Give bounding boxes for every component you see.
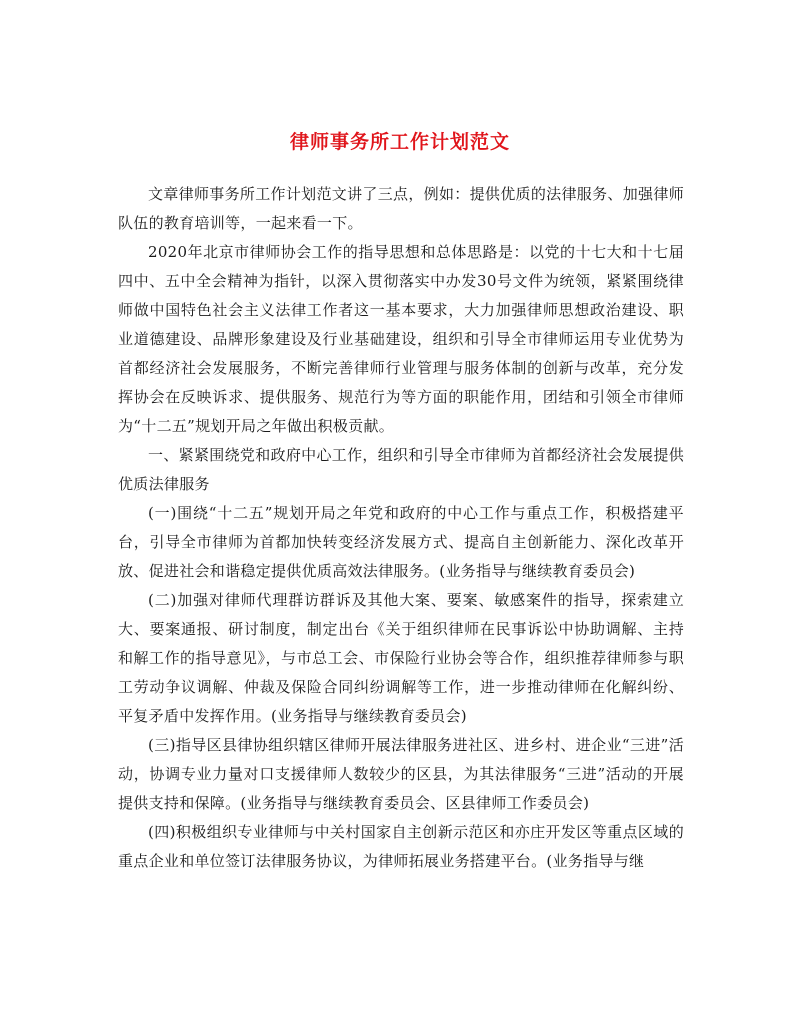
guiding-thought-paragraph: 2020年北京市律师协会工作的指导思想和总体思路是：以党的十七大和十七届四中、五中全会精神为指针，以深入贯彻落实中办发30号文件为统领，紧紧围绕律师做中国特色社会主义法律工作者这一基本要求，大力加强律师思想政治建设、职业道德建设、品牌形象建设及行业基础建设，组织和引导全市律师运用专业优势为首都经济社会发展服务，不断完善律师行业管理与服务体制的创新与改革，充分发挥协会在反映诉求、提供服务、规范行为等方面的职能作用，团结和引领全市律师为“十二五”规划开局之年做出积极贡献。 xyxy=(118,243,684,435)
list-item-4: (四)积极组织专业律师与中关村国家自主创新示范区和亦庄开发区等重点区域的重点企业和单位签订法律服务协议，为律师拓展业务搭建平台。(业务指导与继 xyxy=(118,823,684,870)
list-item-2: (二)加强对律师代理群访群诉及其他大案、要案、敏感案件的指导，探索建立大、要案通报、研讨制度，制定出台《关于组织律师在民事诉讼中协助调解、主持和解工作的指导意见》，与市总工会、市保险行业协会等合作，组织推荐律师参与职工劳动争议调解、仲裁及保险合同纠纷调解等工作，进一步推动律师在化解纠纷、平复矛盾中发挥作用。(业务指导与继续教育委员会) xyxy=(118,591,684,725)
document-title: 律师事务所工作计划范文 xyxy=(289,130,510,153)
list-item-1: (一)围绕“十二五”规划开局之年党和政府的中心工作与重点工作，积极搭建平台，引导全市律师为首都加快转变经济发展方式、提高自主创新能力、深化改革开放、促进社会和谐稳定提供优质高效法律服务。(业务指导与继续教育委员会) xyxy=(118,504,684,580)
list-item-3: (三)指导区县律协组织辖区律师开展法律服务进社区、进乡村、进企业“三进”活动，协调专业力量对口支援律师人数较少的区县，为其法律服务“三进”活动的开展提供支持和保障。(业务指导与继续教育委员会、区县律师工作委员会) xyxy=(118,736,684,812)
document-body xyxy=(118,180,684,876)
section-heading-1: 一、紧紧围绕党和政府中心工作，组织和引导全市律师为首都经济社会发展提供优质法律服务 xyxy=(118,446,684,493)
intro-paragraph: 文章律师事务所工作计划范文讲了三点，例如：提供优质的法律服务、加强律师队伍的教育培训等，一起来看一下。 xyxy=(118,185,684,232)
